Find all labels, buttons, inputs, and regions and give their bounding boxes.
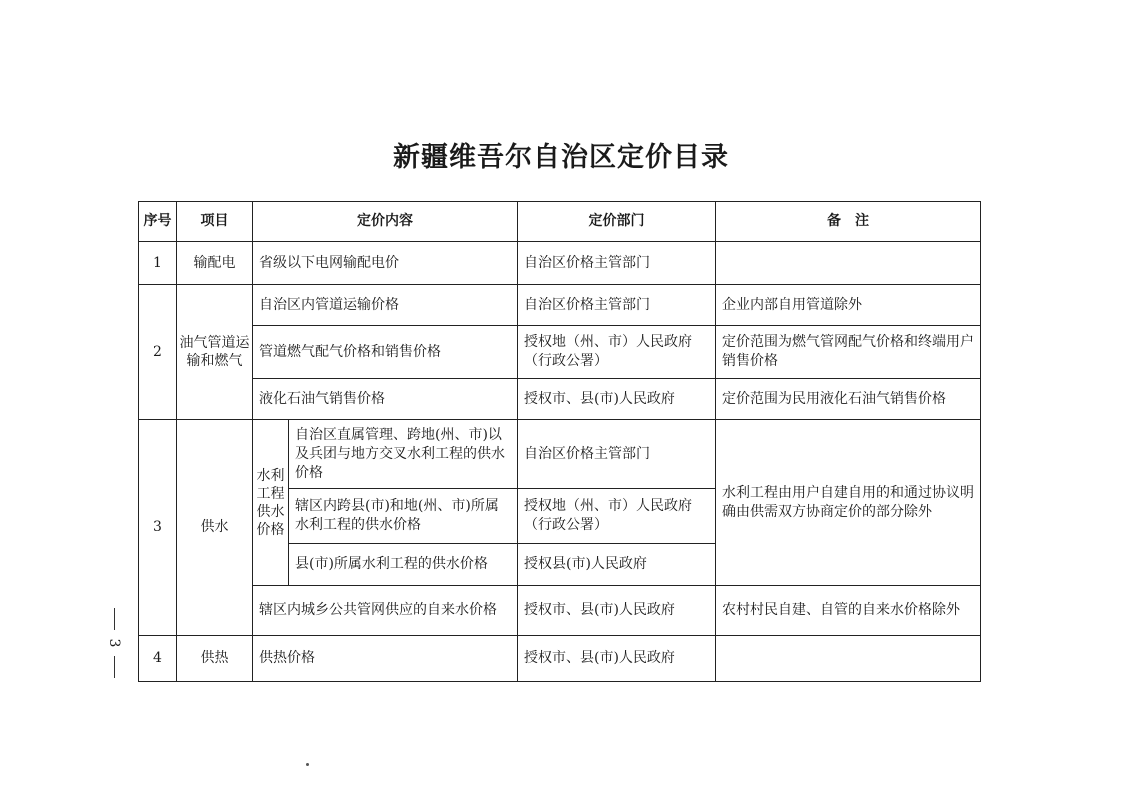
header-note: 备 注 <box>716 202 981 242</box>
page-title: 新疆维吾尔自治区定价目录 <box>393 142 729 173</box>
row3c-content: 县(市)所属水利工程的供水价格 <box>289 544 518 586</box>
page-number <box>106 608 122 678</box>
row1-note <box>716 242 981 285</box>
row1-seq: 1 <box>139 242 177 285</box>
row2b-note: 定价范围为燃气管网配气价格和终端用户销售价格 <box>716 326 981 379</box>
row3a-dept: 自治区价格主管部门 <box>518 420 716 489</box>
row2b-content: 管道燃气配气价格和销售价格 <box>253 326 518 379</box>
header-content: 定价内容 <box>253 202 518 242</box>
header-seq: 序号 <box>139 202 177 242</box>
table-row <box>139 636 981 682</box>
row2b-dept: 授权地（州、市）人民政府（行政公署） <box>518 326 716 379</box>
row3d-content: 辖区内城乡公共管网供应的自来水价格 <box>253 586 518 636</box>
page-number-dash-top <box>114 608 115 630</box>
row2-seq: 2 <box>139 285 177 420</box>
row3b-content: 辖区内跨县(市)和地(州、市)所属水利工程的供水价格 <box>289 489 518 544</box>
row3-item: 供水 <box>177 420 253 636</box>
row3a-content: 自治区直属管理、跨地(州、市)以及兵团与地方交叉水利工程的供水价格 <box>289 420 518 489</box>
row3-subnote: 水利工程由用户自建自用的和通过协议明确由供需双方协商定价的部分除外 <box>716 420 981 586</box>
row2c-content: 液化石油气销售价格 <box>253 379 518 420</box>
page-number-dash-bottom <box>114 656 115 678</box>
header-item: 项目 <box>177 202 253 242</box>
row4-item: 供热 <box>177 636 253 682</box>
row3d-note: 农村村民自建、自管的自来水价格除外 <box>716 586 981 636</box>
row1-dept: 自治区价格主管部门 <box>518 242 716 285</box>
pricing-catalog-table <box>138 201 981 682</box>
row1-item: 输配电 <box>177 242 253 285</box>
table-header-row <box>139 202 981 242</box>
row2c-note: 定价范围为民用液化石油气销售价格 <box>716 379 981 420</box>
scan-speck <box>306 763 309 766</box>
page-number-value: 3 <box>106 638 122 648</box>
row2-item: 油气管道运输和燃气 <box>177 285 253 420</box>
table-row <box>139 285 981 326</box>
row3-subcategory: 水利工程供水价格 <box>253 420 289 586</box>
table-row <box>139 242 981 285</box>
row4-seq: 4 <box>139 636 177 682</box>
header-dept: 定价部门 <box>518 202 716 242</box>
table-row <box>139 379 981 420</box>
row2a-content: 自治区内管道运输价格 <box>253 285 518 326</box>
row3c-dept: 授权县(市)人民政府 <box>518 544 716 586</box>
row2a-note: 企业内部自用管道除外 <box>716 285 981 326</box>
row2c-dept: 授权市、县(市)人民政府 <box>518 379 716 420</box>
table-row <box>139 420 981 489</box>
row3d-dept: 授权市、县(市)人民政府 <box>518 586 716 636</box>
row4-content: 供热价格 <box>253 636 518 682</box>
row3b-dept: 授权地（州、市）人民政府（行政公署） <box>518 489 716 544</box>
row1-content: 省级以下电网输配电价 <box>253 242 518 285</box>
row2a-dept: 自治区价格主管部门 <box>518 285 716 326</box>
row3-seq: 3 <box>139 420 177 636</box>
table-row <box>139 586 981 636</box>
table-row <box>139 326 981 379</box>
row4-note <box>716 636 981 682</box>
row4-dept: 授权市、县(市)人民政府 <box>518 636 716 682</box>
